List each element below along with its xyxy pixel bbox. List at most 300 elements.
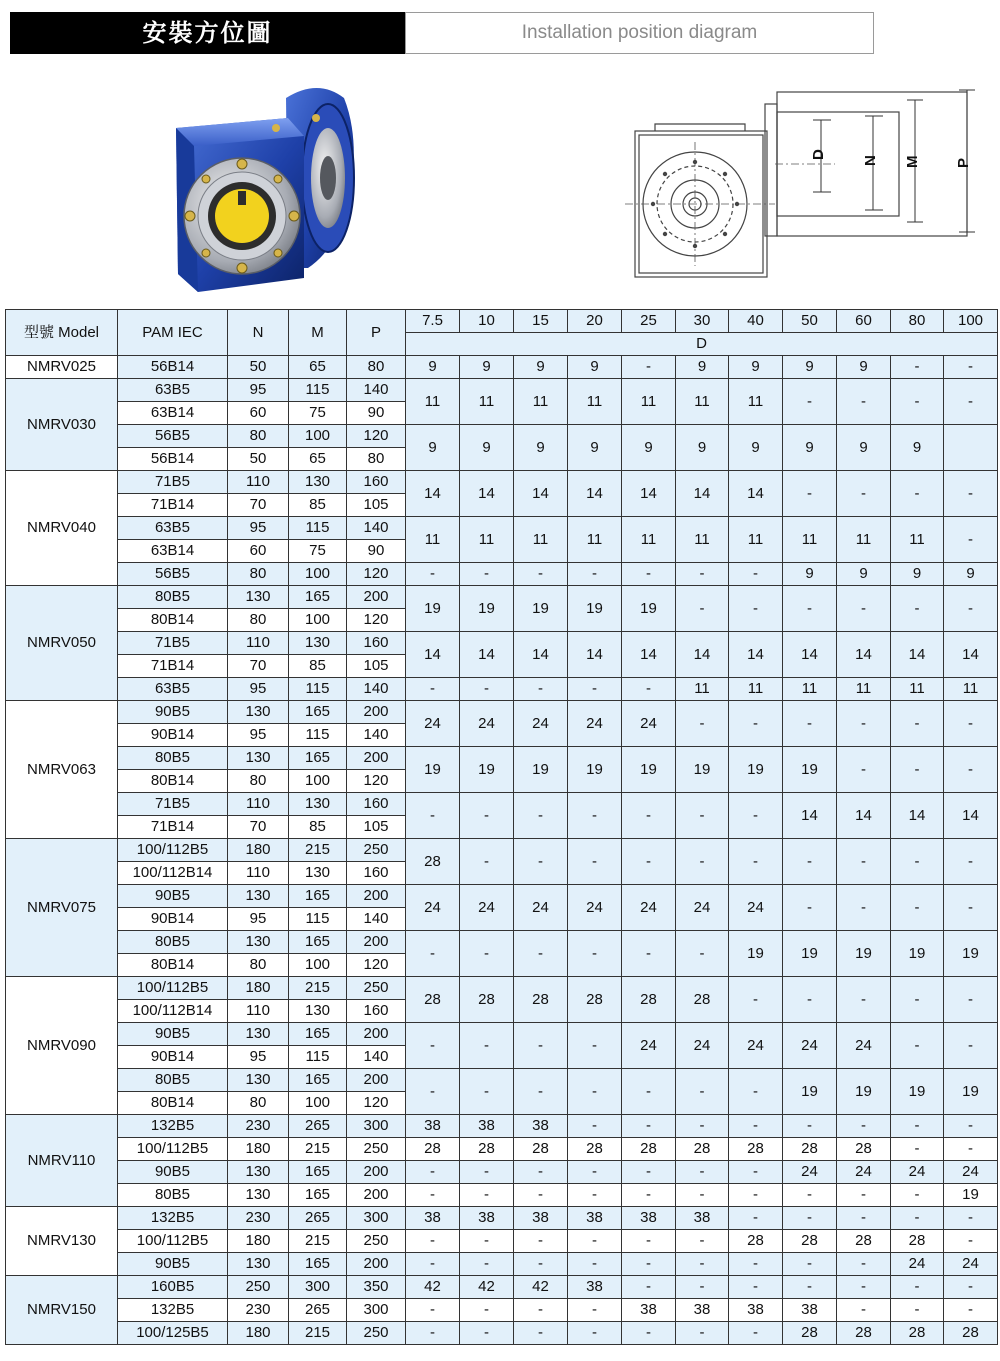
d-value-cell: - [729,1069,783,1115]
d-value-cell: - [676,1230,729,1253]
d-value-cell: 19 [837,1069,891,1115]
d-value-cell: 28 [406,977,460,1023]
d-value-cell: 19 [783,931,837,977]
ratio-header: 10 [460,310,514,333]
d-value-cell: - [944,1023,998,1069]
m-cell: 215 [289,1138,347,1161]
d-value-cell: 11 [891,678,944,701]
p-cell: 200 [347,586,406,609]
d-value-cell: - [891,1276,944,1299]
d-value-cell: - [622,1230,676,1253]
m-cell: 165 [289,1023,347,1046]
p-cell: 160 [347,632,406,655]
d-value-cell: 24 [891,1161,944,1184]
d-value-cell: - [837,977,891,1023]
n-cell: 80 [228,609,289,632]
table-row [6,1230,998,1253]
m-cell: 130 [289,1000,347,1023]
d-value-cell: - [514,1069,568,1115]
d-value-cell: - [622,563,676,586]
d-value-cell: - [406,1069,460,1115]
d-value-cell: - [837,586,891,632]
d-value-cell: - [676,1276,729,1299]
p-cell: 120 [347,954,406,977]
table-row [6,678,998,701]
ratio-header: 20 [568,310,622,333]
d-value-cell: - [568,563,622,586]
d-value-cell: 11 [514,379,568,425]
m-cell: 215 [289,1322,347,1345]
d-value-cell: - [676,931,729,977]
d-value-cell: 28 [676,1138,729,1161]
d-value-cell: - [622,1322,676,1345]
d-value-cell: - [514,563,568,586]
d-value-cell: - [783,885,837,931]
n-cell: 80 [228,563,289,586]
p-cell: 80 [347,448,406,471]
d-value-cell: 38 [676,1299,729,1322]
section-title-english: Installation position diagram [405,12,874,54]
d-value-cell: 19 [944,1184,998,1207]
d-value-cell: 42 [514,1276,568,1299]
d-value-cell: 19 [460,747,514,793]
d-value-cell: 11 [568,379,622,425]
d-value-cell: - [729,586,783,632]
d-value-cell: 19 [676,747,729,793]
d-value-cell: 19 [622,586,676,632]
p-cell: 120 [347,425,406,448]
d-value-cell: 9 [891,563,944,586]
d-value-cell: 9 [837,425,891,471]
n-cell: 250 [228,1276,289,1299]
pam-cell: 71B5 [118,793,228,816]
d-value-cell: 19 [891,931,944,977]
p-cell: 120 [347,1092,406,1115]
d-value-cell: 11 [783,517,837,563]
d-value-cell: - [514,1161,568,1184]
p-cell: 200 [347,1184,406,1207]
m-cell: 85 [289,494,347,517]
d-value-cell: - [676,701,729,747]
ratio-header: 60 [837,310,891,333]
d-value-cell: 14 [783,632,837,678]
model-cell: NMRV050 [6,586,118,701]
n-cell: 130 [228,1023,289,1046]
d-value-cell: - [944,977,998,1023]
d-value-cell: 11 [729,678,783,701]
d-value-cell: - [568,1115,622,1138]
d-value-cell: 11 [406,379,460,425]
d-value-cell: - [676,1069,729,1115]
d-value-cell: - [837,1253,891,1276]
m-cell: 215 [289,1230,347,1253]
n-cell: 60 [228,402,289,425]
d-value-cell: - [460,1299,514,1322]
d-value-cell: - [783,1115,837,1138]
pam-cell: 63B5 [118,379,228,402]
drawing-label-n: N [862,155,879,166]
model-cell: NMRV063 [6,701,118,839]
d-value-cell: 24 [568,885,622,931]
n-cell: 80 [228,425,289,448]
gearbox-photo [168,78,368,296]
n-cell: 130 [228,931,289,954]
d-value-cell: 11 [783,678,837,701]
d-value-cell: 11 [891,517,944,563]
m-cell: 100 [289,563,347,586]
d-value-cell: - [514,678,568,701]
d-value-cell: - [514,793,568,839]
d-value-cell: 28 [460,977,514,1023]
p-cell: 80 [347,356,406,379]
d-value-cell: 9 [837,563,891,586]
p-cell: 160 [347,862,406,885]
m-cell: 130 [289,793,347,816]
table-row [6,1023,998,1046]
d-value-cell: 28 [568,1138,622,1161]
d-value-cell: 28 [568,977,622,1023]
d-value-cell: - [783,586,837,632]
ratio-header: 7.5 [406,310,460,333]
pam-cell: 80B5 [118,586,228,609]
d-value-cell: 24 [944,1161,998,1184]
m-cell: 215 [289,839,347,862]
d-value-cell: 9 [783,356,837,379]
d-value-cell: 9 [944,563,998,586]
installation-drawing [625,86,980,282]
p-cell: 160 [347,471,406,494]
d-value-cell: 9 [406,425,460,471]
n-cell: 95 [228,1046,289,1069]
d-value-cell: - [944,517,998,563]
d-value-cell: 14 [944,793,998,839]
d-value-cell: - [891,747,944,793]
d-value-cell: - [568,1161,622,1184]
d-value-cell: - [622,1253,676,1276]
d-value-cell: - [944,379,998,425]
header-pam: PAM IEC [118,310,228,356]
model-cell: NMRV090 [6,977,118,1115]
d-value-cell: - [622,1184,676,1207]
d-value-cell: 11 [837,517,891,563]
n-cell: 130 [228,747,289,770]
model-cell: NMRV150 [6,1276,118,1345]
d-value-cell: 28 [783,1322,837,1345]
pam-cell: 100/112B14 [118,862,228,885]
table-row [6,1184,998,1207]
d-value-cell: 19 [783,747,837,793]
p-cell: 120 [347,770,406,793]
table-row [6,586,998,609]
m-cell: 265 [289,1207,347,1230]
n-cell: 130 [228,701,289,724]
model-cell: NMRV025 [6,356,118,379]
d-value-cell: - [622,356,676,379]
d-value-cell: 38 [514,1207,568,1230]
pam-cell: 63B5 [118,517,228,540]
d-value-cell: 24 [622,1023,676,1069]
d-value-cell: 24 [837,1023,891,1069]
d-value-cell: 9 [406,356,460,379]
d-value-cell: 14 [891,632,944,678]
d-value-cell: - [891,701,944,747]
m-cell: 165 [289,1161,347,1184]
d-value-cell: - [622,1161,676,1184]
pam-cell: 100/112B5 [118,1138,228,1161]
pam-cell: 80B14 [118,770,228,793]
d-value-cell: - [729,977,783,1023]
table-row [6,839,998,862]
d-value-cell: 11 [514,517,568,563]
d-value-cell: 24 [406,885,460,931]
d-value-cell: - [783,977,837,1023]
d-value-cell: 28 [406,839,460,885]
pam-cell: 63B14 [118,540,228,563]
m-cell: 165 [289,1184,347,1207]
d-value-cell: 28 [783,1138,837,1161]
d-value-cell: 14 [460,471,514,517]
d-value-cell: - [676,1322,729,1345]
pam-cell: 71B14 [118,494,228,517]
d-value-cell: - [783,1207,837,1230]
n-cell: 95 [228,724,289,747]
m-cell: 75 [289,402,347,425]
d-value-cell: - [944,1230,998,1253]
p-cell: 200 [347,885,406,908]
d-value-cell: 24 [729,1023,783,1069]
d-value-cell: 24 [891,1253,944,1276]
d-value-cell: 11 [729,517,783,563]
pam-cell: 63B5 [118,678,228,701]
d-value-cell: - [891,1184,944,1207]
d-value-cell: - [406,678,460,701]
m-cell: 265 [289,1299,347,1322]
d-value-cell: 11 [406,517,460,563]
d-value-cell: - [891,1115,944,1138]
d-value-cell: 14 [568,632,622,678]
d-value-cell: 24 [783,1023,837,1069]
d-value-cell: 28 [514,977,568,1023]
d-value-cell: - [891,379,944,425]
model-cell: NMRV030 [6,379,118,471]
d-value-cell: 9 [729,425,783,471]
d-value-cell: 14 [514,632,568,678]
n-cell: 130 [228,586,289,609]
n-cell: 50 [228,448,289,471]
d-value-cell: - [837,1115,891,1138]
d-value-cell: - [837,379,891,425]
drawing-label-p: P [955,157,972,168]
n-cell: 230 [228,1115,289,1138]
d-value-cell: 19 [783,1069,837,1115]
pam-cell: 63B14 [118,402,228,425]
d-value-cell: 24 [622,701,676,747]
n-cell: 70 [228,494,289,517]
d-value-cell: 9 [783,563,837,586]
d-value-cell: - [568,678,622,701]
p-cell: 160 [347,1000,406,1023]
d-value-cell: 28 [891,1322,944,1345]
d-value-cell: - [460,678,514,701]
d-value-cell: - [460,1184,514,1207]
m-cell: 130 [289,632,347,655]
n-cell: 180 [228,839,289,862]
table-row [6,1276,998,1299]
d-value-cell: - [891,586,944,632]
d-value-cell: - [891,885,944,931]
d-value-cell: 9 [460,425,514,471]
d-value-cell: - [406,1253,460,1276]
n-cell: 130 [228,1161,289,1184]
table-row [6,1207,998,1230]
table-row [6,425,998,448]
table-row [6,632,998,655]
pam-cell: 100/112B5 [118,977,228,1000]
pam-cell: 71B5 [118,632,228,655]
d-value-cell: 24 [406,701,460,747]
table-row [6,1253,998,1276]
pam-cell: 100/112B5 [118,839,228,862]
n-cell: 130 [228,1184,289,1207]
header-row-ratios [6,310,998,333]
d-value-cell: 38 [568,1276,622,1299]
d-value-cell: - [568,931,622,977]
ratio-header: 15 [514,310,568,333]
table-row [6,977,998,1000]
pam-cell: 160B5 [118,1276,228,1299]
d-value-cell: 24 [729,885,783,931]
p-cell: 200 [347,1161,406,1184]
table-row [6,1069,998,1092]
table-row [6,563,998,586]
d-value-cell: - [891,1299,944,1322]
d-value-cell: 14 [944,632,998,678]
d-value-cell: - [729,1253,783,1276]
d-value-cell: 9 [891,425,944,471]
d-value-cell: 38 [783,1299,837,1322]
d-value-cell: 9 [729,356,783,379]
pam-cell: 90B5 [118,701,228,724]
n-cell: 110 [228,862,289,885]
d-value-cell: - [406,1161,460,1184]
d-value-cell: 19 [944,931,998,977]
model-cell: NMRV075 [6,839,118,977]
d-value-cell: 14 [837,793,891,839]
n-cell: 60 [228,540,289,563]
p-cell: 105 [347,655,406,678]
d-value-cell: - [944,356,998,379]
d-value-cell: - [406,1023,460,1069]
m-cell: 130 [289,471,347,494]
d-value-cell: - [460,563,514,586]
m-cell: 215 [289,977,347,1000]
p-cell: 250 [347,839,406,862]
d-value-cell: 14 [891,793,944,839]
d-value-cell: 14 [406,471,460,517]
n-cell: 95 [228,379,289,402]
p-cell: 105 [347,816,406,839]
d-value-cell: 19 [406,586,460,632]
d-value-cell: - [783,839,837,885]
d-value-cell: - [568,1023,622,1069]
d-value-cell: 28 [676,977,729,1023]
n-cell: 180 [228,1230,289,1253]
table-row [6,1322,998,1345]
d-value-cell: 9 [568,356,622,379]
d-value-cell: - [406,1322,460,1345]
d-value-cell: 24 [514,701,568,747]
pam-cell: 80B5 [118,747,228,770]
m-cell: 115 [289,724,347,747]
m-cell: 100 [289,954,347,977]
d-value-cell: - [676,839,729,885]
d-value-cell: 24 [568,701,622,747]
d-value-cell: - [460,839,514,885]
d-value-cell: - [729,1161,783,1184]
d-value-cell: 14 [729,632,783,678]
d-value-cell: 38 [406,1115,460,1138]
p-cell: 140 [347,517,406,540]
d-value-cell: - [837,471,891,517]
pam-cell: 100/112B14 [118,1000,228,1023]
pam-cell: 80B5 [118,931,228,954]
pam-cell: 80B5 [118,1069,228,1092]
d-value-cell: - [676,1184,729,1207]
m-cell: 65 [289,356,347,379]
n-cell: 70 [228,816,289,839]
header-model: 型號 Model [6,310,118,356]
pam-cell: 90B14 [118,1046,228,1069]
d-value-cell: 19 [568,586,622,632]
d-value-cell: 19 [406,747,460,793]
pam-cell: 90B14 [118,908,228,931]
d-value-cell: 14 [622,632,676,678]
pam-cell: 56B14 [118,356,228,379]
m-cell: 65 [289,448,347,471]
d-value-cell: - [514,1253,568,1276]
header-p: P [347,310,406,356]
n-cell: 80 [228,770,289,793]
pam-cell: 100/125B5 [118,1322,228,1345]
d-value-cell: - [944,1138,998,1161]
d-value-cell: - [406,1184,460,1207]
d-value-cell: 38 [568,1207,622,1230]
pam-cell: 90B14 [118,724,228,747]
d-value-cell: - [622,931,676,977]
d-value-cell: 11 [622,379,676,425]
m-cell: 165 [289,885,347,908]
d-value-cell: 38 [460,1115,514,1138]
d-value-cell: - [944,471,998,517]
n-cell: 230 [228,1207,289,1230]
d-value-cell: 24 [837,1161,891,1184]
d-value-cell: - [837,885,891,931]
d-value-cell: - [406,1230,460,1253]
d-value-cell: - [406,931,460,977]
d-value-cell: - [891,471,944,517]
p-cell: 200 [347,701,406,724]
n-cell: 70 [228,655,289,678]
d-value-cell: - [944,1115,998,1138]
d-value-cell: 38 [406,1207,460,1230]
d-value-cell: 19 [622,747,676,793]
d-value-cell: 19 [514,747,568,793]
d-value-cell: - [676,1115,729,1138]
d-value-cell: 14 [729,471,783,517]
d-value-cell: 38 [729,1299,783,1322]
n-cell: 110 [228,471,289,494]
table-row [6,885,998,908]
